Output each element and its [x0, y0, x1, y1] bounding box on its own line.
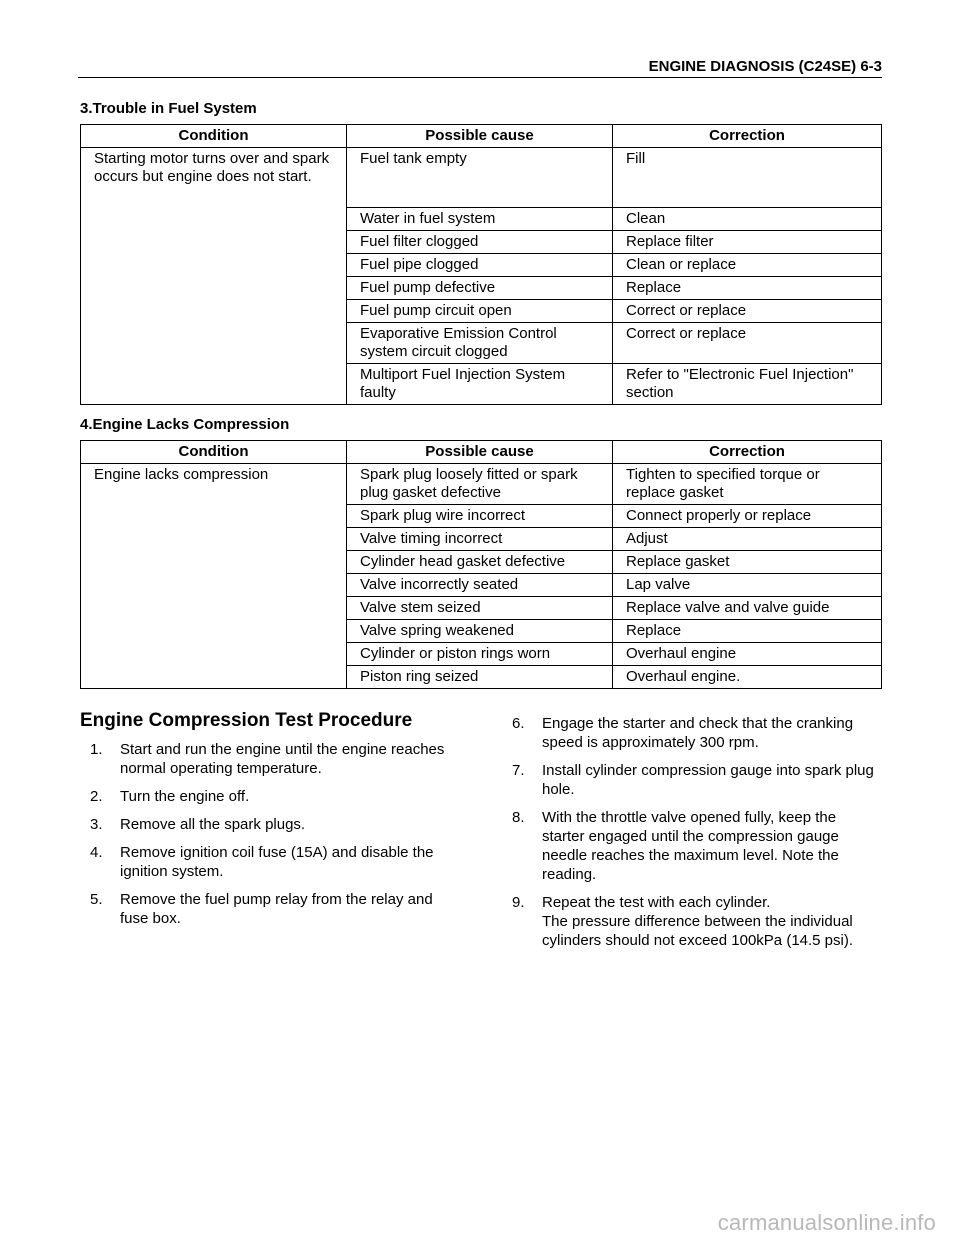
- step-text: Remove the fuel pump relay from the relay and fuse box.: [120, 891, 433, 927]
- page-header-title: ENGINE DIAGNOSIS (C24SE) 6-3: [648, 58, 882, 75]
- list-item: [502, 893, 882, 950]
- cause-cell: Evaporative Emission Control system circuit clogged: [347, 323, 613, 364]
- step-text: With the throttle valve opened fully, keep the starter engaged until the compression gauge needle reaches the maximum level. Note the reading.: [542, 809, 839, 883]
- cause-cell: Piston ring seized: [347, 666, 613, 689]
- correction-cell: Correct or replace: [613, 323, 882, 364]
- correction-cell: Overhaul engine: [613, 643, 882, 666]
- step-text: Remove ignition coil fuse (15A) and disable the ignition system.: [120, 844, 434, 880]
- fuel-system-table: [80, 124, 882, 405]
- cause-cell: Fuel tank empty: [347, 148, 613, 208]
- correction-cell: Fill: [613, 148, 882, 208]
- step-number: 7.: [512, 762, 525, 779]
- column-header-condition: Condition: [81, 125, 347, 148]
- cause-cell: Fuel pump circuit open: [347, 300, 613, 323]
- table-header-row: [81, 125, 882, 148]
- column-header-correction: Correction: [613, 125, 882, 148]
- step-text: Start and run the engine until the engine reaches normal operating temperature.: [120, 741, 445, 777]
- step-number: 4.: [90, 844, 103, 861]
- condition-cell: Engine lacks compression: [81, 464, 347, 689]
- list-item: [80, 890, 460, 928]
- step-number: 2.: [90, 788, 103, 805]
- step-text: Install cylinder compression gauge into spark plug hole.: [542, 762, 874, 798]
- correction-cell: Replace: [613, 620, 882, 643]
- correction-cell: Replace: [613, 277, 882, 300]
- cause-cell: Spark plug loosely fitted or spark plug gasket defective: [347, 464, 613, 505]
- cause-cell: Cylinder or piston rings worn: [347, 643, 613, 666]
- correction-cell: Connect properly or replace: [613, 505, 882, 528]
- cause-cell: Fuel pump defective: [347, 277, 613, 300]
- step-number: 6.: [512, 715, 525, 732]
- step-number: 9.: [512, 894, 525, 911]
- step-number: 5.: [90, 891, 103, 908]
- column-header-correction: Correction: [613, 441, 882, 464]
- procedure-title: Engine Compression Test Procedure: [80, 710, 413, 731]
- cause-cell: Spark plug wire incorrect: [347, 505, 613, 528]
- fuel-section-title: 3.Trouble in Fuel System: [80, 100, 257, 117]
- cause-cell: Multiport Fuel Injection System faulty: [347, 364, 613, 405]
- step-note: The pressure difference between the individual cylinders should not exceed 100kPa (14.5 psi).: [542, 913, 854, 949]
- table-row: [81, 464, 882, 505]
- compression-section-title: 4.Engine Lacks Compression: [80, 416, 290, 433]
- procedure-steps-right: [502, 714, 882, 959]
- compression-table: [80, 440, 882, 689]
- correction-cell: Clean or replace: [613, 254, 882, 277]
- condition-cell: Starting motor turns over and spark occurs but engine does not start.: [81, 148, 347, 405]
- cause-cell: Valve stem seized: [347, 597, 613, 620]
- cause-cell: Fuel filter clogged: [347, 231, 613, 254]
- cause-cell: Cylinder head gasket defective: [347, 551, 613, 574]
- step-number: 3.: [90, 816, 103, 833]
- column-header-condition: Condition: [81, 441, 347, 464]
- watermark-text: carmanualsonline.info: [717, 1210, 936, 1235]
- cause-cell: Fuel pipe clogged: [347, 254, 613, 277]
- cause-cell: Valve spring weakened: [347, 620, 613, 643]
- list-item: [502, 808, 882, 884]
- correction-cell: Replace filter: [613, 231, 882, 254]
- list-item: [502, 761, 882, 799]
- list-item: [80, 787, 460, 806]
- correction-cell: Tighten to specified torque or replace gasket: [613, 464, 882, 505]
- page-header: [78, 56, 882, 78]
- cause-cell: Water in fuel system: [347, 208, 613, 231]
- procedure-steps-left: [80, 740, 460, 937]
- correction-cell: Overhaul engine.: [613, 666, 882, 689]
- correction-cell: Replace gasket: [613, 551, 882, 574]
- correction-cell: Clean: [613, 208, 882, 231]
- correction-cell: Lap valve: [613, 574, 882, 597]
- step-text: Remove all the spark plugs.: [120, 816, 306, 833]
- list-item: [80, 740, 460, 778]
- column-header-cause: Possible cause: [347, 441, 613, 464]
- correction-cell: Replace valve and valve guide: [613, 597, 882, 620]
- list-item: [502, 714, 882, 752]
- step-text: Engage the starter and check that the cranking speed is approximately 300 rpm.: [542, 715, 854, 751]
- table-row: [81, 148, 882, 208]
- step-number: 8.: [512, 809, 525, 826]
- step-text: Turn the engine off.: [120, 788, 250, 805]
- step-text: Repeat the test with each cylinder.: [542, 894, 771, 911]
- cause-cell: Valve incorrectly seated: [347, 574, 613, 597]
- list-item: [80, 815, 460, 834]
- list-item: [80, 843, 460, 881]
- correction-cell: Refer to "Electronic Fuel Injection" section: [613, 364, 882, 405]
- table-header-row: [81, 441, 882, 464]
- correction-cell: Correct or replace: [613, 300, 882, 323]
- cause-cell: Valve timing incorrect: [347, 528, 613, 551]
- correction-cell: Adjust: [613, 528, 882, 551]
- step-number: 1.: [90, 741, 103, 758]
- column-header-cause: Possible cause: [347, 125, 613, 148]
